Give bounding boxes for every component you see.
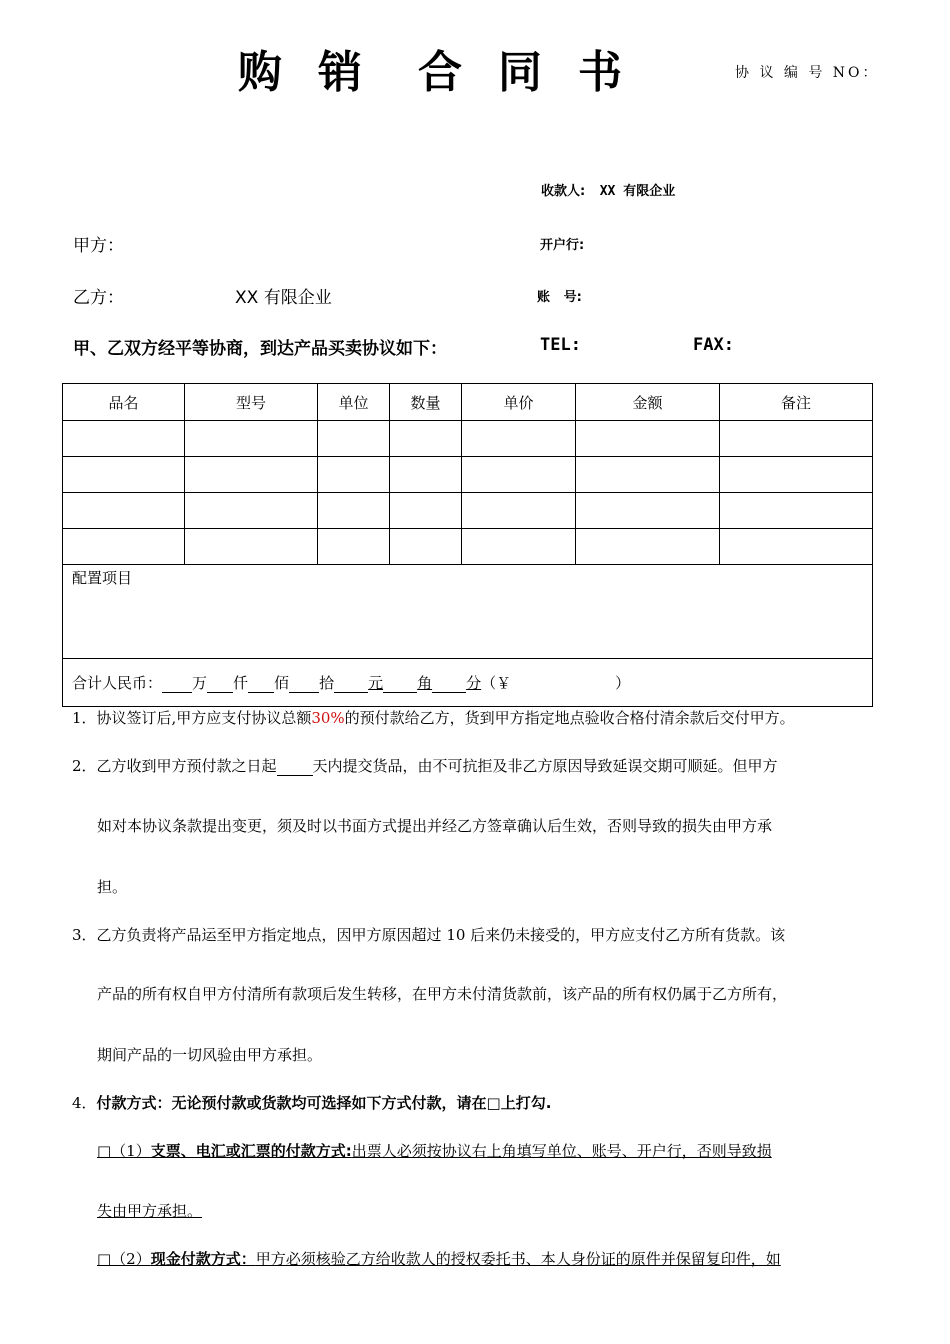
header-model: 型号 [185,384,318,421]
table-row [63,529,873,565]
table-cell[interactable] [390,421,462,457]
unit-bai: 佰 [274,674,290,692]
unit-wan: 万 [192,674,208,692]
table-cell[interactable] [185,421,318,457]
table-row [63,457,873,493]
clause-2-text: 2．乙方收到甲方预付款之日起 [72,757,277,775]
total-row [63,659,873,707]
payment-option-1-checkbox[interactable]: □（1） [97,1142,151,1160]
header-remarks: 备注 [720,384,873,421]
table-cell[interactable] [720,421,873,457]
table-cell[interactable] [462,493,576,529]
title-char: 销 [318,47,398,98]
payment-option-2-text: 甲方必须核验乙方给收款人的授权委托书、本人身份证的原件并保留复印件，如 [255,1250,781,1268]
table-row [63,493,873,529]
unit-shi: 拾 [319,674,335,692]
header-unit: 单位 [318,384,390,421]
amount-blank[interactable] [207,674,233,693]
table-cell[interactable] [720,529,873,565]
table-cell[interactable] [63,493,185,529]
account-label: 账 号: [537,290,582,305]
table-cell[interactable] [462,529,576,565]
payee-label: 收款人: [541,184,586,199]
total-label: 合计人民币： [72,674,163,692]
payment-option-1 [97,1140,772,1161]
clause-4-heading: 付款方式：无论预付款或货款均可选择如下方式付款，请在□上打勾. [96,1094,552,1112]
table-cell[interactable] [318,529,390,565]
table-header-row [63,384,873,421]
clause-3: 3．乙方负责将产品运至甲方指定地点，因甲方原因超过 10 后来仍未接受的，甲方应支付乙方所有货款。该 [72,926,786,944]
document-title [238,36,658,100]
table-cell[interactable] [462,421,576,457]
payment-option-2-title: 现金付款方式： [150,1250,256,1268]
clause-2-line-2: 如对本协议条款提出变更，须及时以书面方式提出并经乙方签章确认后生效，否则导致的损失由甲方承 [97,817,773,835]
amount-blank[interactable] [162,674,192,693]
title-char: 购 [238,47,318,98]
table-cell[interactable] [318,457,390,493]
config-row [63,565,873,659]
table-cell[interactable] [720,493,873,529]
table-cell[interactable] [390,493,462,529]
bank-label: 开户行: [540,238,585,253]
clause-1-text: 1．协议签订后,甲方应支付协议总额 [72,709,312,727]
doc-number-label: 协 议 编 号 NO： [735,65,880,81]
table-cell[interactable] [185,493,318,529]
header-product-name: 品名 [63,384,185,421]
header-amount: 金额 [576,384,720,421]
table-cell[interactable] [185,529,318,565]
party-b-label: 乙方： [73,288,124,308]
tel-label: TEL: [540,335,581,355]
prepayment-percent: 30% [311,709,345,727]
currency-close: ） [615,674,631,692]
table-cell[interactable] [576,493,720,529]
amount-blank[interactable] [383,674,417,693]
table-cell[interactable] [390,457,462,493]
currency-open: （￥ [481,674,512,692]
amount-blank[interactable] [289,674,319,693]
delivery-days-blank[interactable] [277,757,313,776]
unit-yuan: 元 [368,674,384,692]
payee-value: XX 有限企业 [599,184,676,199]
header-quantity: 数量 [390,384,462,421]
agreement-line: 甲、乙双方经平等协商，到达产品买卖协议如下： [73,339,447,359]
party-a-label: 甲方： [73,236,124,256]
title-char: 书 [578,47,658,98]
config-label: 配置项目 [72,569,133,587]
clause-4 [72,1092,551,1113]
table-cell[interactable] [576,457,720,493]
goods-table [62,383,873,707]
table-cell[interactable] [318,493,390,529]
clause-1 [72,707,795,728]
header-unit-price: 单价 [462,384,576,421]
clause-2 [72,755,778,776]
table-cell[interactable] [63,457,185,493]
table-cell[interactable] [576,529,720,565]
payee-line [541,180,675,199]
payment-option-1-cont: 失由甲方承担。 [97,1202,203,1220]
payment-option-1-title: 支票、电汇或汇票的付款方式: [150,1142,352,1160]
clause-2-line-3: 担。 [97,878,128,896]
title-char: 同 [498,47,578,98]
amount-blank[interactable] [334,674,368,693]
unit-fen: 分 [466,674,482,692]
clause-2-text: 天内提交货品，由不可抗拒及非乙方原因导致延误交期可顺延。但甲方 [312,757,778,775]
currency-blank[interactable] [511,674,615,692]
table-cell[interactable] [63,421,185,457]
payment-option-2 [97,1248,781,1269]
table-cell[interactable] [185,457,318,493]
amount-blank[interactable] [432,674,466,693]
table-row [63,421,873,457]
config-cell[interactable] [63,565,873,659]
total-cell [63,659,873,707]
unit-jiao: 角 [417,674,433,692]
title-char: 合 [418,47,498,98]
clause-1-text: 的预付款给乙方，货到甲方指定地点验收合格付清余款后交付甲方。 [344,709,795,727]
payment-option-1-text: 出票人必须按协议右上角填写单位、账号、开户行，否则导致损 [351,1142,772,1160]
table-cell[interactable] [63,529,185,565]
payment-option-2-checkbox[interactable]: □（2） [97,1250,151,1268]
clause-3-line-2: 产品的所有权自甲方付清所有款项后发生转移，在甲方未付清货款前，该产品的所有权仍属于乙方所有， [97,985,788,1003]
fax-label: FAX: [693,335,734,355]
table-cell[interactable] [720,457,873,493]
table-cell[interactable] [318,421,390,457]
amount-blank[interactable] [248,674,274,693]
table-cell[interactable] [576,421,720,457]
unit-qian: 仟 [233,674,249,692]
table-cell[interactable] [462,457,576,493]
table-cell[interactable] [390,529,462,565]
clause-4-number: 4． [72,1094,97,1112]
party-b-value: XX 有限企业 [235,288,332,308]
clause-3-line-3: 期间产品的一切风验由甲方承担。 [97,1046,323,1064]
